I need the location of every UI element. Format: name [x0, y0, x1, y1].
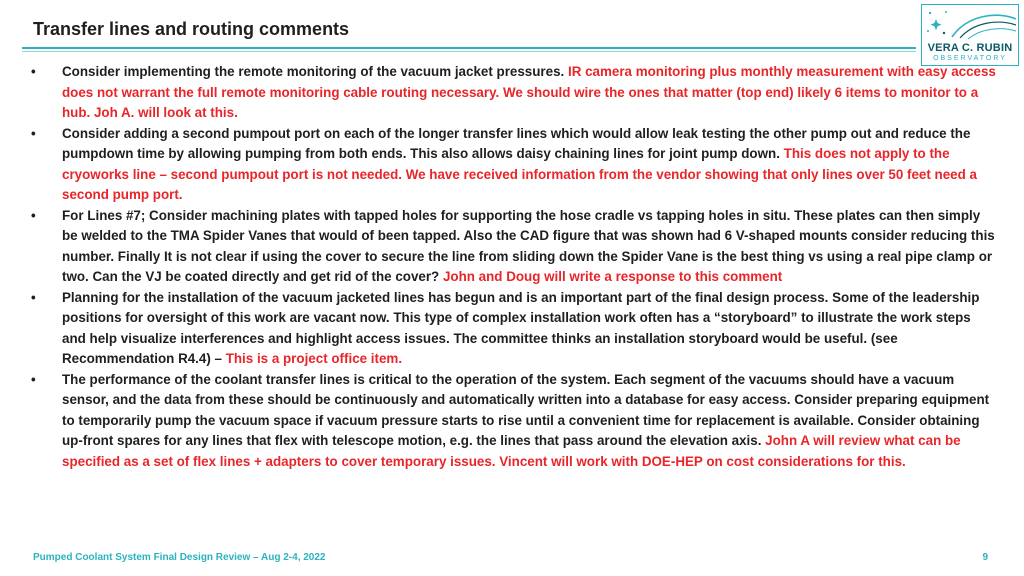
- comment-text: Planning for the installation of the vacuum jacketed lines has begun and is an important part of the final design process. Some of the leadership positions for oversight of this work are vacant now. This type of complex installation work often has a “storyboard” to illustrate the work steps and help visualize interferences and highlight access issues. The committee thinks an installation storyboard would be useful. (see Recommendation R4.4) –: [62, 289, 980, 366]
- response-text: IR camera monitoring plus monthly measurement with easy access does not warrant the full remote monitoring cable routing necessary. We should wire the ones that matter (top end) likely 6 items to monitor to a hub. Joh A. will look at this.: [62, 64, 996, 120]
- response-text: John A will review what can be specified as a set of flex lines + adapters to cover temporary issues. Vincent will work with DOE-HEP on cost considerations for this.: [62, 433, 961, 469]
- response-text: This does not apply to the cryoworks line – second pumpout port is not needed. We have received information from the vendor showing that only lines over 50 feet need a second pump port.: [62, 146, 977, 202]
- comment-text: Consider adding a second pumpout port on each of the longer transfer lines which would allow leak testing the other pump out and reduce the pumpdown time by allowing pumping from both ends. This also allows daisy chaining lines for joint pump down.: [62, 125, 971, 161]
- comment-text: Consider implementing the remote monitoring of the vacuum jacket pressures.: [62, 64, 568, 79]
- slide-title: Transfer lines and routing comments: [33, 19, 350, 39]
- bullet-icon: •: [31, 125, 36, 141]
- comment-item: [31, 62, 998, 124]
- comment-text: For Lines #7; Consider machining plates with tapped holes for supporting the hose cradle vs tapping holes in situ. These plates can then simply be welded to the TMA Spider Vanes that would of been tapped. Also the CAD figure that was shown had 6 V-shaped mounts consider reducing this number. Finally It is not clear if using the cover to secure the line from sliding down the Spider Vane is the best thing vs using a real pipe clamp or two. Can the VJ be coated directly and get rid of the cover?: [62, 207, 995, 284]
- bullet-icon: •: [31, 371, 36, 387]
- bullet-icon: •: [31, 289, 36, 305]
- logo-subtitle: OBSERVATORY: [933, 55, 1007, 62]
- title-divider-thin: [22, 51, 916, 52]
- title-divider: [22, 47, 916, 49]
- page-number: 9: [982, 552, 988, 563]
- response-text: This is a project office item.: [225, 351, 403, 366]
- footer-text: Pumped Coolant System Final Design Review – Aug 2-4, 2022: [33, 552, 326, 563]
- comment-item: [31, 288, 998, 370]
- comment-text: The performance of the coolant transfer lines is critical to the operation of the system. Each segment of the vacuums should have a vacuum sensor, and the data from these should be continuously and automatically written into a database for easy access. Consider preparing equipment to temporarily pump the vacuum space if vacuum pressure starts to rise until a convenient time for replacement is available. Consider obtaining up-front spares for any lines that flex with telescope motion, e.g. the lines that pass around the elevation axis.: [62, 371, 990, 448]
- star-arc-icon: [922, 5, 1018, 41]
- bullet-icon: •: [31, 207, 36, 223]
- logo-name: VERA C. RUBIN: [927, 42, 1013, 54]
- comment-item: [31, 370, 998, 473]
- comment-list: [31, 62, 998, 472]
- bullet-icon: •: [31, 64, 36, 79]
- rubin-observatory-logo: [921, 4, 1019, 66]
- response-text: John and Doug will write a response to this comment: [442, 269, 783, 284]
- comment-item: [31, 206, 998, 288]
- comment-item: [31, 124, 998, 206]
